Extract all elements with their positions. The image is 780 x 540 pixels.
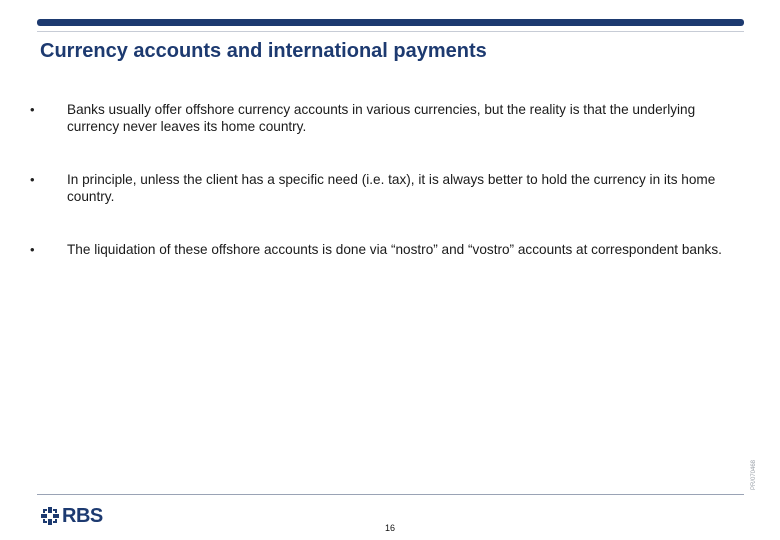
bullet-marker: •: [30, 102, 35, 117]
bullet-text: Banks usually offer offshore currency accounts in various currencies, but the reality is that the underlying currency never leaves its home country.: [67, 102, 696, 134]
bullet-item: [30, 241, 740, 311]
bullet-text: The liquidation of these offshore accounts is done via “nostro” and “vostro” accounts at correspondent banks.: [67, 242, 722, 257]
bullet-item: [30, 101, 740, 171]
header-divider: [37, 31, 744, 32]
header-bar: [37, 19, 744, 26]
rbs-daisy-icon: [40, 506, 60, 526]
page-number: 16: [384, 523, 395, 533]
footer-divider: [37, 494, 744, 495]
bullet-marker: •: [30, 242, 35, 257]
slide-title: Currency accounts and international payments: [40, 40, 487, 62]
bullet-item: [30, 171, 740, 241]
document-code: PR/070468: [751, 459, 757, 490]
bullet-marker: •: [30, 172, 35, 187]
logo-wordmark: RBS: [62, 505, 103, 527]
bullet-list: [30, 101, 740, 311]
bullet-text: In principle, unless the client has a specific need (i.e. tax), it is always better to hold the currency in its home country.: [67, 172, 716, 204]
rbs-logo: [40, 506, 103, 526]
